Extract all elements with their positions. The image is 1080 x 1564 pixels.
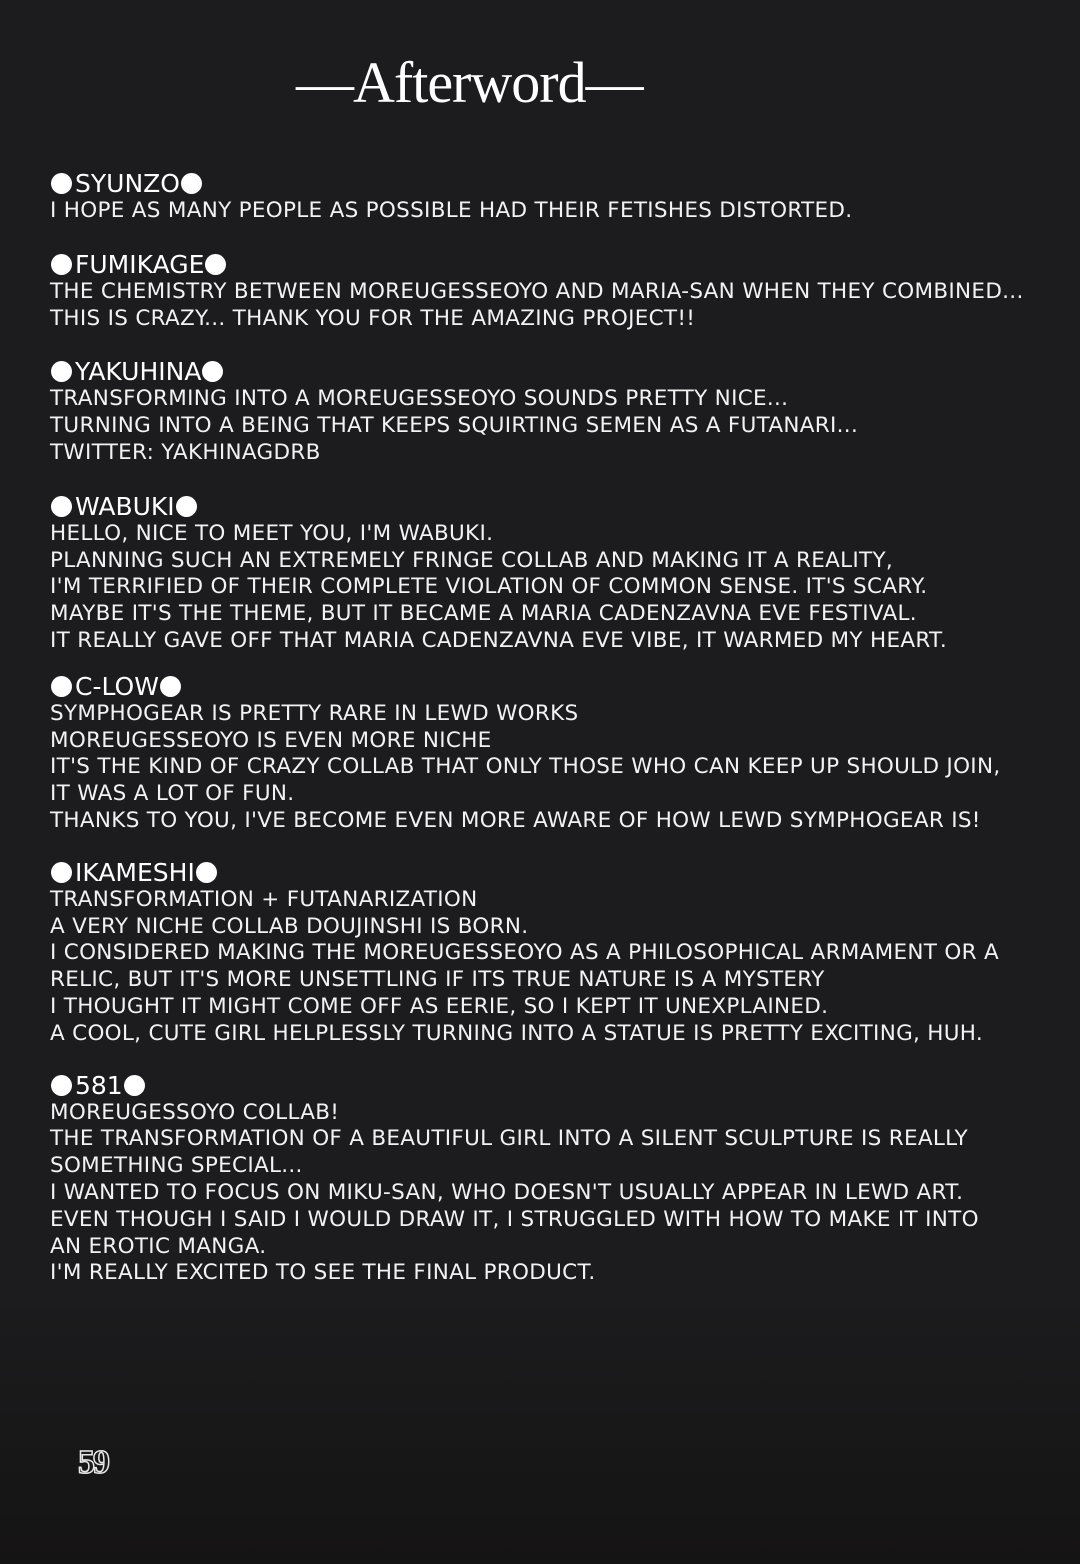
author-heading [50, 251, 1070, 279]
bullet-dot-icon [51, 1075, 72, 1096]
author-heading [50, 493, 1070, 521]
author-heading [50, 1072, 1070, 1100]
comment-line: IT WAS A LOT OF FUN. [50, 781, 295, 807]
comment-line: I THOUGHT IT MIGHT COME OFF AS EERIE, SO I KEPT IT UNEXPLAINED. [50, 993, 829, 1019]
bullet-dot-icon [181, 173, 202, 194]
afterword-entry [50, 251, 1070, 333]
bullet-dot-icon [51, 676, 72, 697]
comment-line: HELLO, NICE TO MEET YOU, I'M WABUKI. [50, 520, 494, 546]
bullet-dot-icon [124, 1075, 145, 1096]
bullet-dot-icon [196, 862, 217, 883]
comment-line: MOREUGESSOYO COLLAB! [50, 1099, 340, 1125]
comment-line: THIS IS CRAZY... THANK YOU FOR THE AMAZING PROJECT!! [50, 305, 696, 331]
comment-line: THANKS TO YOU, I'VE BECOME EVEN MORE AWARE OF HOW LEWD SYMPHOGEAR IS! [50, 807, 981, 833]
afterword-entry [50, 1072, 1070, 1288]
author-heading [50, 170, 1070, 198]
bullet-dot-icon [51, 254, 72, 275]
page-number: 59 [78, 1444, 108, 1481]
author-heading [50, 358, 1070, 386]
comment-line: IT'S THE KIND OF CRAZY COLLAB THAT ONLY THOSE WHO CAN KEEP UP SHOULD JOIN, [50, 754, 1001, 780]
comment-line: THE TRANSFORMATION OF A BEAUTIFUL GIRL INTO A SILENT SCULPTURE IS REALLY [50, 1126, 968, 1152]
comment-line: I HOPE AS MANY PEOPLE AS POSSIBLE HAD THEIR FETISHES DISTORTED. [50, 198, 853, 223]
page-title: —Afterword— [296, 50, 643, 115]
author-name: 581 [75, 1070, 123, 1100]
bullet-dot-icon [176, 496, 197, 517]
afterword-entry [50, 493, 1070, 655]
bullet-dot-icon [205, 254, 226, 275]
afterword-entry [50, 673, 1070, 835]
bullet-dot-icon [51, 862, 72, 883]
author-name: WABUKI [75, 491, 175, 521]
comment-line: MAYBE IT'S THE THEME, BUT IT BECAME A MARIA CADENZAVNA EVE FESTIVAL. [50, 601, 917, 627]
author-heading [50, 859, 1070, 887]
author-name: C-LOW [75, 671, 159, 701]
author-name: IKAMESHI [75, 857, 195, 887]
afterword-entry [50, 859, 1070, 1048]
comment-line: I CONSIDERED MAKING THE MOREUGESSEOYO AS A PHILOSOPHICAL ARMAMENT OR A [50, 940, 999, 966]
bullet-dot-icon [202, 361, 223, 382]
comment-line: A COOL, CUTE GIRL HELPLESSLY TURNING INTO A STATUE IS PRETTY EXCITING, HUH. [50, 1020, 984, 1046]
comment-line: EVEN THOUGH I SAID I WOULD DRAW IT, I STRUGGLED WITH HOW TO MAKE IT INTO [50, 1206, 979, 1232]
comment-line: MOREUGESSEOYO IS EVEN MORE NICHE [50, 727, 492, 753]
author-heading [50, 673, 1070, 701]
comment-line: AN EROTIC MANGA. [50, 1233, 267, 1259]
bullet-dot-icon [51, 173, 72, 194]
bullet-dot-icon [160, 676, 181, 697]
comment-line: RELIC, BUT IT'S MORE UNSETTLING IF ITS TRUE NATURE IS A MYSTERY [50, 967, 825, 993]
author-name: YAKUHINA [75, 357, 202, 387]
comment-line: IT REALLY GAVE OFF THAT MARIA CADENZAVNA EVE VIBE, IT WARMED MY HEART. [50, 627, 948, 653]
comment-line: SYMPHOGEAR IS PRETTY RARE IN LEWD WORKS [50, 700, 579, 726]
author-name: SYUNZO [75, 169, 180, 198]
author-name: FUMIKAGE [75, 249, 205, 279]
afterword-entry [50, 170, 1070, 225]
bullet-dot-icon [51, 361, 72, 382]
comment-line: THE CHEMISTRY BETWEEN MOREUGESSEOYO AND MARIA-SAN WHEN THEY COMBINED... [50, 278, 1024, 304]
comment-line: TWITTER: YAKHINAGDRB [50, 439, 321, 465]
comment-line: TRANSFORMATION + FUTANARIZATION [50, 886, 478, 912]
comment-line: SOMETHING SPECIAL... [50, 1153, 303, 1179]
afterword-entries [50, 170, 1070, 1287]
comment-line: PLANNING SUCH AN EXTREMELY FRINGE COLLAB AND MAKING IT A REALITY, [50, 547, 894, 573]
afterword-entry [50, 358, 1070, 466]
comment-line: I'M TERRIFIED OF THEIR COMPLETE VIOLATION OF COMMON SENSE. IT'S SCARY. [50, 574, 928, 600]
comment-line: A VERY NICHE COLLAB DOUJINSHI IS BORN. [50, 913, 529, 939]
comment-line: TURNING INTO A BEING THAT KEEPS SQUIRTING SEMEN AS A FUTANARI... [50, 413, 859, 439]
comment-line: I WANTED TO FOCUS ON MIKU-SAN, WHO DOESN'T USUALLY APPEAR IN LEWD ART. [50, 1179, 964, 1205]
comment-line: TRANSFORMING INTO A MOREUGESSEOYO SOUNDS PRETTY NICE... [50, 386, 789, 412]
bullet-dot-icon [51, 496, 72, 517]
comment-line: I'M REALLY EXCITED TO SEE THE FINAL PRODUCT. [50, 1260, 596, 1286]
